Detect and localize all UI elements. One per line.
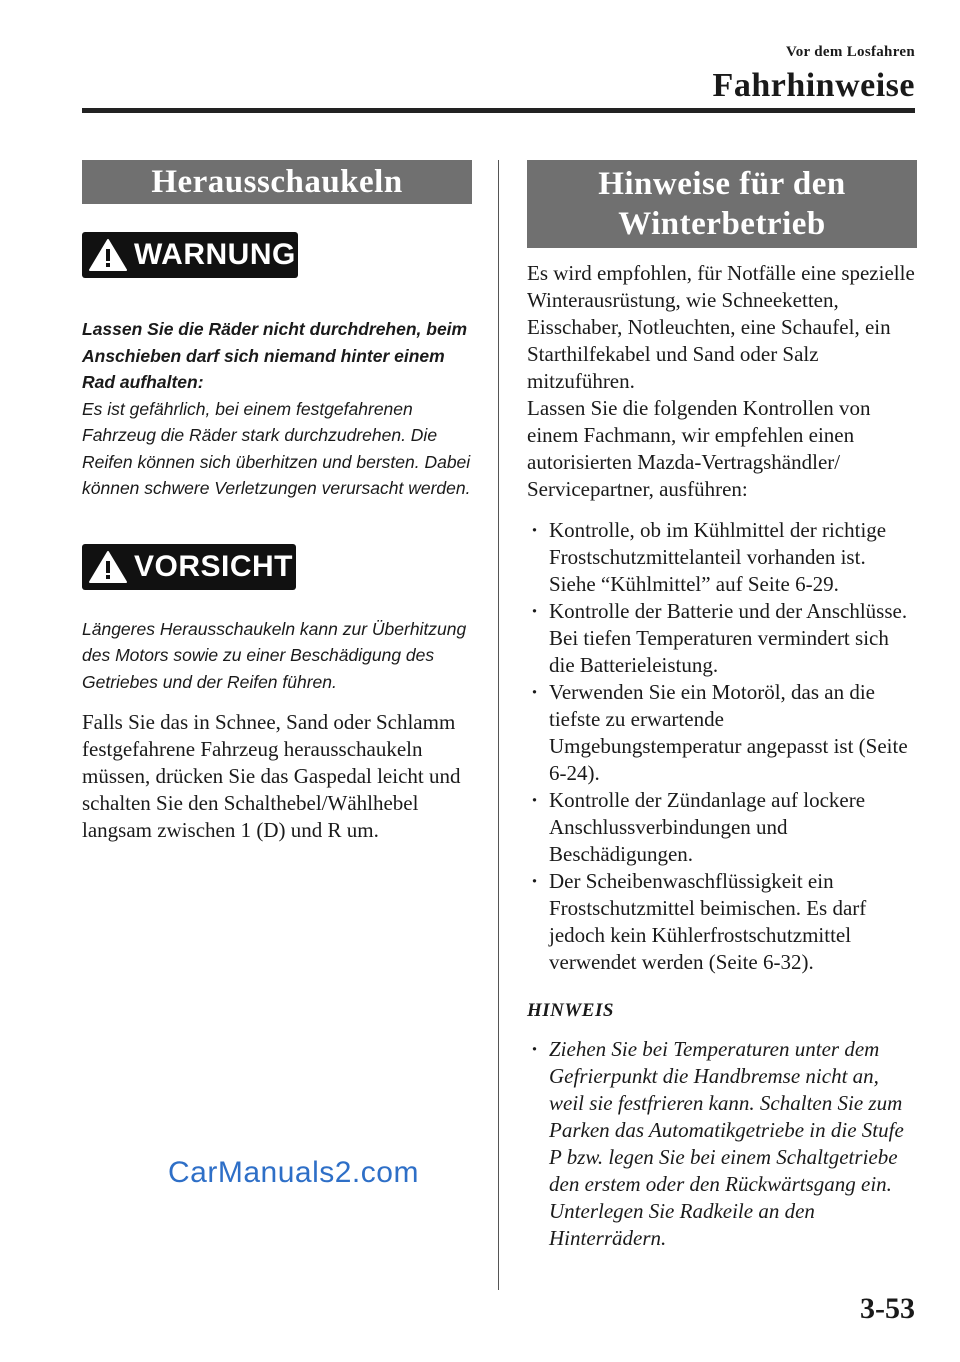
hinweis-heading: HINWEIS [527, 1000, 614, 1021]
warning-body-text: Es ist gefährlich, bei einem festgefahrenen Fahrzeug die Räder stark durchzudrehen. Die Reifen können sich überhitzen und bersten. Dabei können schwere Verletzungen verursacht werden. [82, 398, 471, 498]
winter-intro-paragraph-1: Es wird empfohlen, für Notfälle eine spezielle Winterausrüstung, wie Schneeketten, Eisschaber, Notleuchten, eine Schaufel, ein Starthilfekabel und Sand oder Salz mitzuführen. [527, 261, 915, 393]
section-title-winterbetrieb [527, 160, 917, 248]
winter-intro-paragraph-2: Lassen Sie die folgenden Kontrollen von einem Fachmann, wir empfehlen einen autorisierten Mazda-Vertragshändler/ Servicepartner, ausführen: [527, 396, 871, 501]
caution-banner [82, 544, 296, 590]
warning-banner [82, 232, 298, 278]
page-header [713, 44, 915, 105]
list-item: · Kontrolle, ob im Kühlmittel der richtige Frostschutzmittelanteil vorhanden ist. Siehe “Kühlmittel” auf Seite 6-29. [527, 517, 917, 598]
column-divider [498, 160, 499, 1290]
warning-text [82, 316, 472, 502]
right-column [527, 160, 917, 1252]
hinweis-list [527, 1036, 917, 1252]
section-title-herausschaukeln: Herausschaukeln [82, 160, 472, 204]
warning-triangle-icon [88, 238, 128, 272]
section-title-line-1: Hinweise für den [598, 166, 846, 202]
page-number: 3-53 [860, 1292, 915, 1325]
section-title-line-2: Winterbetrieb [618, 206, 826, 242]
winter-intro [527, 260, 917, 503]
header-rule [82, 108, 915, 113]
winter-checklist [527, 517, 917, 976]
list-item: · Der Scheibenwaschflüssigkeit ein Frostschutzmittel beimischen. Es darf jedoch kein Kühlerfrostschutzmittel verwendet werden (Seite 6-32). [527, 868, 917, 976]
header-section-title: Vor dem Losfahren [785, 44, 915, 60]
watermark-link[interactable]: CarManuals2.com [168, 1156, 419, 1189]
list-item: · Kontrolle der Batterie und der Anschlüsse. Bei tiefen Temperaturen vermindert sich die Batterieleistung. [527, 598, 917, 679]
warning-label: WARNUNG [134, 238, 296, 271]
caution-label: VORSICHT [134, 549, 294, 583]
left-body-paragraph: Falls Sie das in Schnee, Sand oder Schlamm festgefahrene Fahrzeug herausschaukeln müssen, drücken Sie das Gaspedal leicht und schalten Sie den Schalthebel/Wählhebel langsam zwischen 1 (D) und R um. [82, 710, 461, 842]
caution-text: Längeres Herausschaukeln kann zur Überhitzung des Motors sowie zu einer Beschädigung des Getriebes und der Reifen führen. [82, 618, 467, 692]
list-item: · Kontrolle der Zündanlage auf lockere Anschlussverbindungen und Beschädigungen. [527, 787, 917, 868]
left-column [82, 160, 472, 844]
hinweis-item: · Ziehen Sie bei Temperaturen unter dem Gefrierpunkt die Handbremse nicht an, weil sie festfrieren kann. Schalten Sie zum Parken das Automatikgetriebe in die Stufe P bzw. legen Sie bei einem Schaltgetriebe den erstem oder den Rückwärtsgang ein. Unterlegen Sie Radkeile an den Hinterrädern. [527, 1036, 917, 1252]
warning-bold-text: Lassen Sie die Räder nicht durchdrehen, beim Anschieben darf sich niemand hinter einem Rad aufhalten: [82, 319, 468, 392]
header-chapter-title: Fahrhinweise [712, 67, 915, 104]
list-item: · Verwenden Sie ein Motoröl, das an die tiefste zu erwartende Umgebungstemperatur angepasst ist (Seite 6-24). [527, 679, 917, 787]
warning-triangle-icon [88, 550, 128, 584]
